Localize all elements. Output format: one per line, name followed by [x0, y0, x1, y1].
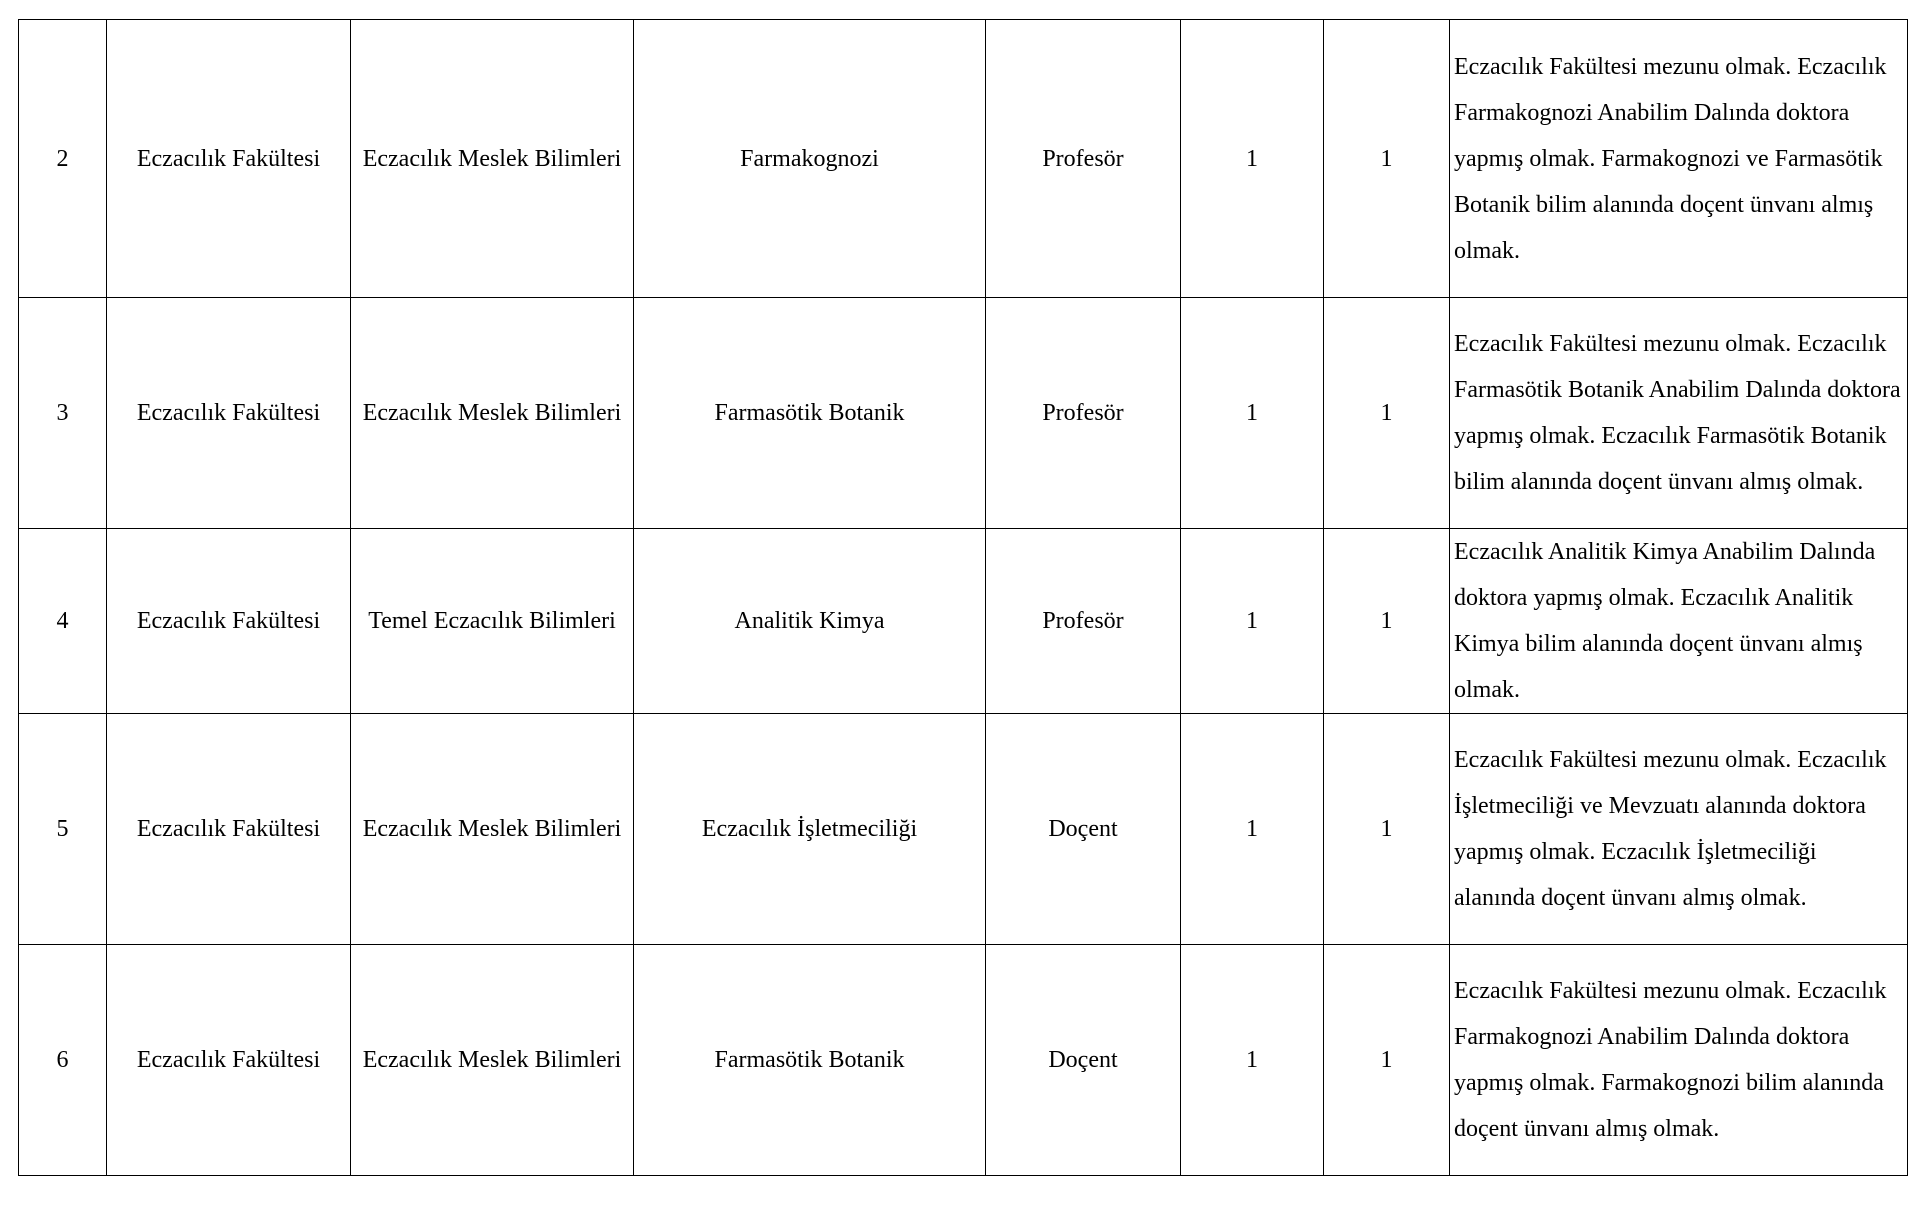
faculty-cell: Eczacılık Fakültesi [107, 529, 351, 714]
positions-table [18, 19, 1908, 1176]
title-cell: Doçent [986, 714, 1181, 945]
field-cell: Farmakognozi [634, 20, 986, 298]
count-cell: 1 [1324, 20, 1450, 298]
degree-cell: 1 [1181, 714, 1324, 945]
row-number: 5 [19, 714, 107, 945]
degree-cell: 1 [1181, 20, 1324, 298]
requirements-cell: Eczacılık Fakültesi mezunu olmak. Eczacılık Farmakognozi Anabilim Dalında doktora yapmış olmak. Farmakognozi bilim alanında doçent ünvanı almış olmak. [1450, 945, 1908, 1176]
field-cell: Farmasötik Botanik [634, 298, 986, 529]
faculty-cell: Eczacılık Fakültesi [107, 20, 351, 298]
faculty-cell: Eczacılık Fakültesi [107, 945, 351, 1176]
requirements-cell: Eczacılık Fakültesi mezunu olmak. Eczacılık Farmasötik Botanik Anabilim Dalında doktora yapmış olmak. Eczacılık Farmasötik Botanik bilim alanında doçent ünvanı almış olmak. [1450, 298, 1908, 529]
department-cell: Eczacılık Meslek Bilimleri [351, 20, 634, 298]
count-cell: 1 [1324, 945, 1450, 1176]
field-cell: Farmasötik Botanik [634, 945, 986, 1176]
faculty-cell: Eczacılık Fakültesi [107, 298, 351, 529]
table-row [19, 714, 1908, 945]
department-cell: Eczacılık Meslek Bilimleri [351, 945, 634, 1176]
row-number: 2 [19, 20, 107, 298]
department-cell: Temel Eczacılık Bilimleri [351, 529, 634, 714]
degree-cell: 1 [1181, 945, 1324, 1176]
row-number: 4 [19, 529, 107, 714]
count-cell: 1 [1324, 714, 1450, 945]
title-cell: Profesör [986, 298, 1181, 529]
title-cell: Profesör [986, 529, 1181, 714]
department-cell: Eczacılık Meslek Bilimleri [351, 298, 634, 529]
requirements-cell: Eczacılık Fakültesi mezunu olmak. Eczacılık İşletmeciliği ve Mevzuatı alanında doktora yapmış olmak. Eczacılık İşletmeciliği alanında doçent ünvanı almış olmak. [1450, 714, 1908, 945]
table-row [19, 945, 1908, 1176]
count-cell: 1 [1324, 298, 1450, 529]
table-row [19, 529, 1908, 714]
department-cell: Eczacılık Meslek Bilimleri [351, 714, 634, 945]
faculty-cell: Eczacılık Fakültesi [107, 714, 351, 945]
requirements-cell: Eczacılık Fakültesi mezunu olmak. Eczacılık Farmakognozi Anabilim Dalında doktora yapmış olmak. Farmakognozi ve Farmasötik Botanik bilim alanında doçent ünvanı almış olmak. [1450, 20, 1908, 298]
field-cell: Analitik Kimya [634, 529, 986, 714]
row-number: 6 [19, 945, 107, 1176]
requirements-cell: Eczacılık Analitik Kimya Anabilim Dalında doktora yapmış olmak. Eczacılık Analitik Kimya bilim alanında doçent ünvanı almış olmak. [1450, 529, 1908, 714]
field-cell: Eczacılık İşletmeciliği [634, 714, 986, 945]
degree-cell: 1 [1181, 298, 1324, 529]
table-row [19, 298, 1908, 529]
table-row [19, 20, 1908, 298]
title-cell: Profesör [986, 20, 1181, 298]
title-cell: Doçent [986, 945, 1181, 1176]
degree-cell: 1 [1181, 529, 1324, 714]
count-cell: 1 [1324, 529, 1450, 714]
row-number: 3 [19, 298, 107, 529]
